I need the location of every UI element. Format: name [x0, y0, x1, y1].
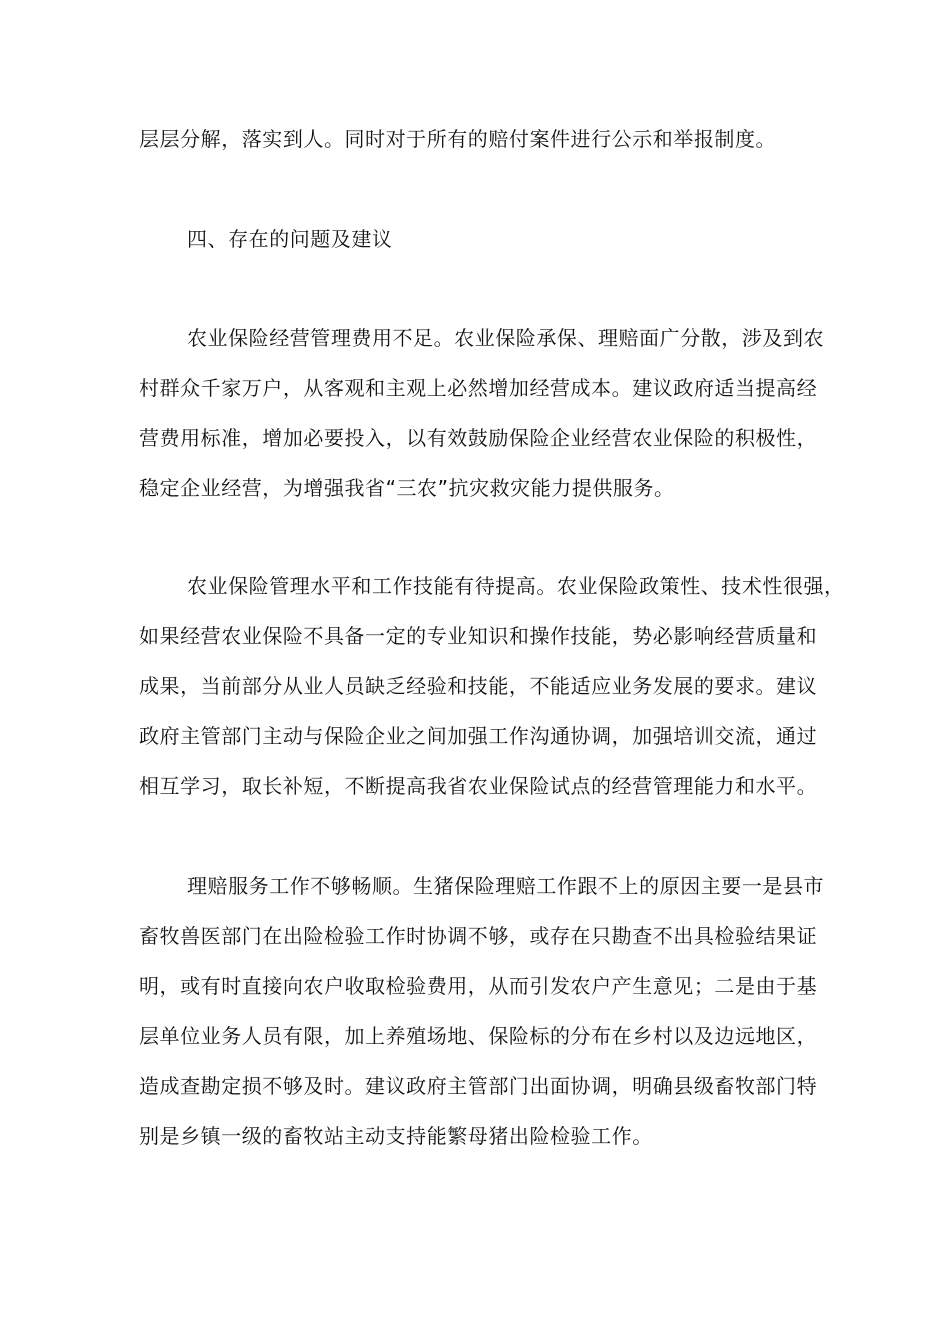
paragraph-line: 理赔服务工作不够畅顺。生猪保险理赔工作跟不上的原因主要一是县市 [187, 874, 825, 898]
paragraph-line: 畜牧兽医部门在出险检验工作时协调不够，或存在只勘查不出具检验结果证 [139, 924, 818, 948]
paragraph-line: 明，或有时直接向农户收取检验费用，从而引发农户产生意见；二是由于基 [139, 974, 818, 998]
paragraph-line: 农业保险经营管理费用不足。农业保险承保、理赔面广分散，涉及到农 [187, 326, 825, 350]
paragraph-line: 层单位业务人员有限，加上养殖场地、保险标的分布在乡村以及边远地区， [139, 1024, 818, 1048]
paragraph-line: 成果，当前部分从业人员缺乏经验和技能，不能适应业务发展的要求。建议 [139, 674, 818, 698]
paragraph-line: 造成查勘定损不够及时。建议政府主管部门出面协调，明确县级畜牧部门特 [139, 1074, 818, 1098]
paragraph-line: 稳定企业经营，为增强我省“三农”抗灾救灾能力提供服务。 [139, 476, 675, 500]
paragraph-line: 营费用标准，增加必要投入，以有效鼓励保险企业经营农业保险的积极性， [139, 426, 818, 450]
paragraph-line: 相互学习，取长补短，不断提高我省农业保险试点的经营管理能力和水平。 [139, 774, 818, 798]
paragraph-line: 村群众千家万户，从客观和主观上必然增加经营成本。建议政府适当提高经 [139, 376, 818, 400]
paragraph-line: 层层分解，落实到人。同时对于所有的赔付案件进行公示和举报制度。 [139, 127, 777, 151]
paragraph-line: 政府主管部门主动与保险企业之间加强工作沟通协调，加强培训交流，通过 [139, 724, 818, 748]
paragraph-line: 如果经营农业保险不具备一定的专业知识和操作技能，势必影响经营质量和 [139, 624, 818, 648]
section-heading: 四、存在的问题及建议 [187, 227, 393, 251]
paragraph-line: 别是乡镇一级的畜牧站主动支持能繁母猪出险检验工作。 [139, 1124, 653, 1148]
paragraph-line: 农业保险管理水平和工作技能有待提高。农业保险政策性、技术性很强， [187, 574, 845, 598]
